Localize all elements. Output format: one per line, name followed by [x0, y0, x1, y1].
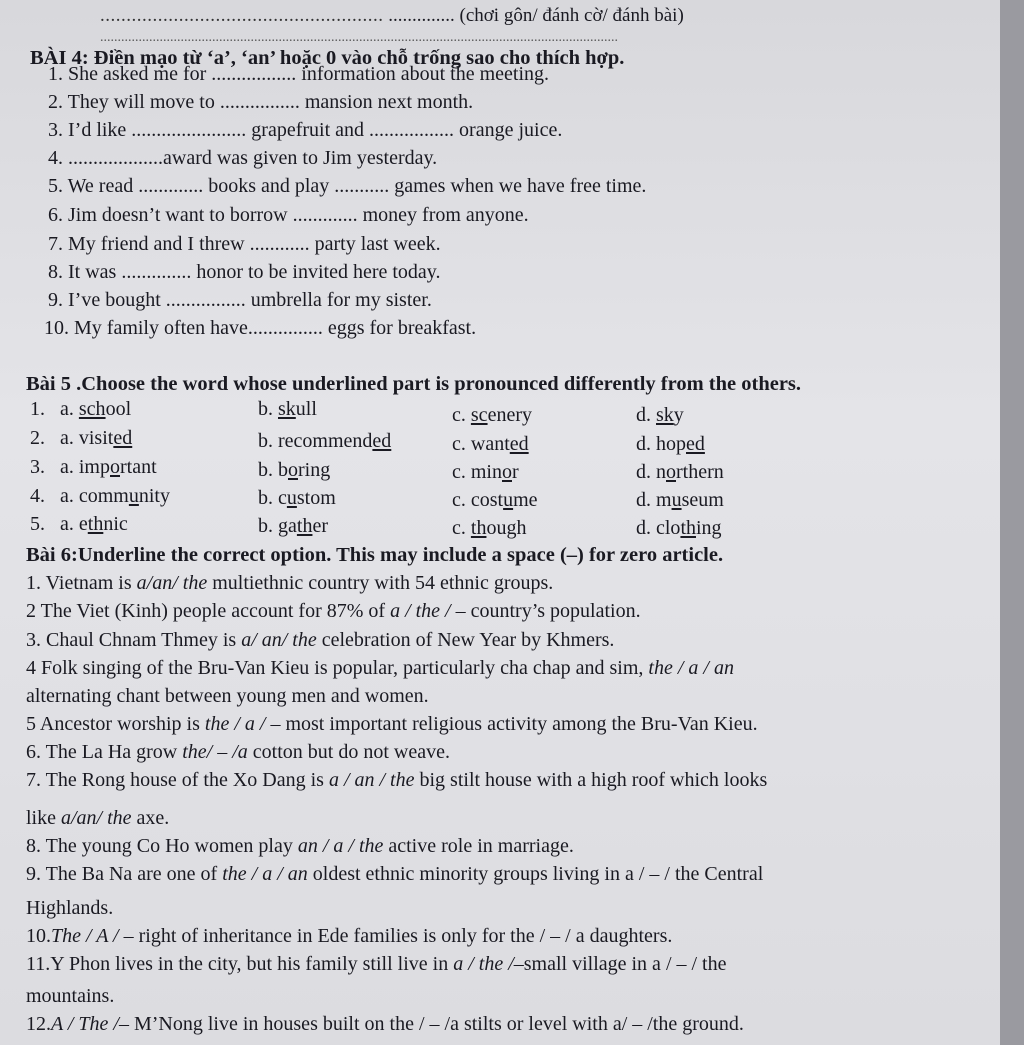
ex5-option-b: b. custom	[258, 487, 336, 509]
ex4-item: 9. I’ve bought ................ umbrella for my sister.	[48, 289, 432, 311]
ex6-line: 1. Vietnam is a/an/ the multiethnic country with 54 ethnic groups.	[26, 572, 554, 594]
ex6-line: 5 Ancestor worship is the / a / – most important religious activity among the Bru-Van Kieu.	[26, 713, 758, 735]
ex5-option-c: c. minor	[452, 461, 519, 483]
ex6-line: 3. Chaul Chnam Thmey is a/ an/ the celebration of New Year by Khmers.	[26, 629, 615, 651]
ex6-title: Bài 6:Underline the correct option. This may include a space (–) for zero article.	[26, 544, 724, 566]
ex5-option-d: d. museum	[636, 489, 724, 511]
ex6-line: 9. The Ba Na are one of the / a / an oldest ethnic minority groups living in a / – / the Central	[26, 863, 764, 885]
ex6-line: 2 The Viet (Kinh) people account for 87% of a / the / – country’s population.	[26, 600, 641, 622]
ex6-line: alternating chant between young men and women.	[26, 685, 429, 707]
ex5-option-b: b. boring	[258, 459, 331, 481]
ex5-row-number: 1.	[30, 398, 45, 420]
ex5-option-b: b. recommended	[258, 430, 392, 452]
ex5-option-d: d. hoped	[636, 433, 705, 455]
ex5-option-c: c. costume	[452, 489, 538, 511]
ex5-option-a: a. ethnic	[60, 513, 128, 535]
ex4-item: 2. They will move to ................ mansion next month.	[48, 91, 474, 113]
ex4-item: 7. My friend and I threw ............ party last week.	[48, 233, 441, 255]
ex5-option-c: c. wanted	[452, 433, 529, 455]
top-line	[100, 4, 684, 28]
ex6-line: 7. The Rong house of the Xo Dang is a / an / the big stilt house with a high roof which looks	[26, 769, 768, 791]
ex5-option-a: a. school	[60, 398, 132, 420]
ex6-line: mountains.	[26, 985, 115, 1007]
ex4-item: 4. ...................award was given to Jim yesterday.	[48, 147, 438, 169]
ex6-line: 6. The La Ha grow the/ – /a cotton but do not weave.	[26, 741, 450, 763]
ex5-title: Bài 5 .Choose the word whose underlined part is pronounced differently from the others.	[26, 373, 802, 395]
ex5-option-d: d. sky	[636, 404, 684, 426]
ex6-line: like a/an/ the axe.	[26, 807, 170, 829]
ex4-item: 5. We read ............. books and play ........... games when we have free time.	[48, 175, 647, 197]
ex5-row-number: 4.	[30, 485, 45, 507]
ex5-option-a: a. visited	[60, 427, 133, 449]
ex5-option-d: d. clothing	[636, 517, 722, 539]
ex5-option-a: a. important	[60, 456, 157, 478]
ex5-option-c: c. though	[452, 517, 527, 539]
ex5-option-b: b. skull	[258, 398, 317, 420]
ex6-line: Highlands.	[26, 897, 114, 919]
ex4-title: BÀI 4: Điền mạo từ ‘a’, ‘an’ hoặc 0 vào chỗ trống sao cho thích hợp.	[30, 47, 625, 69]
ex4-item: 3. I’d like ....................... grapefruit and ................. orange juice.	[48, 119, 563, 141]
answer-blank: ......................................................	[100, 5, 384, 26]
ex6-line: 10.The / A / – right of inheritance in Ede families is only for the / – / a daughters.	[26, 925, 673, 947]
ex5-row-number: 2.	[30, 427, 45, 449]
ex5-option-b: b. gather	[258, 515, 328, 537]
dotted-rule: ....................................................................................................................................................	[100, 30, 618, 45]
page-edge	[1000, 0, 1024, 1045]
ex5-option-c: c. scenery	[452, 404, 532, 426]
ex6-line: 8. The young Co Ho women play an / a / the active role in marriage.	[26, 835, 574, 857]
ex6-line: 12.A / The /– M’Nong live in houses built on the / – /a stilts or level with a/ – /the ground.	[26, 1013, 744, 1035]
ex4-item: 10. My family often have............... eggs for breakfast.	[44, 317, 477, 339]
top-line-text: .............. (chơi gôn/ đánh cờ/ đánh bài)	[388, 5, 684, 26]
ex4-item: 8. It was .............. honor to be invited here today.	[48, 261, 441, 283]
ex5-row-number: 5.	[30, 513, 45, 535]
ex5-option-d: d. northern	[636, 461, 724, 483]
ex4-item: 1. She asked me for ................. information about the meeting.	[48, 63, 550, 85]
ex5-option-a: a. community	[60, 485, 170, 507]
ex5-row-number: 3.	[30, 456, 45, 478]
ex6-line: 11.Y Phon lives in the city, but his family still live in a / the /–small village in a / – / the	[26, 953, 727, 975]
ex6-line: 4 Folk singing of the Bru-Van Kieu is popular, particularly cha chap and sim, the / a / an	[26, 657, 734, 679]
ex4-item: 6. Jim doesn’t want to borrow ............. money from anyone.	[48, 204, 529, 226]
